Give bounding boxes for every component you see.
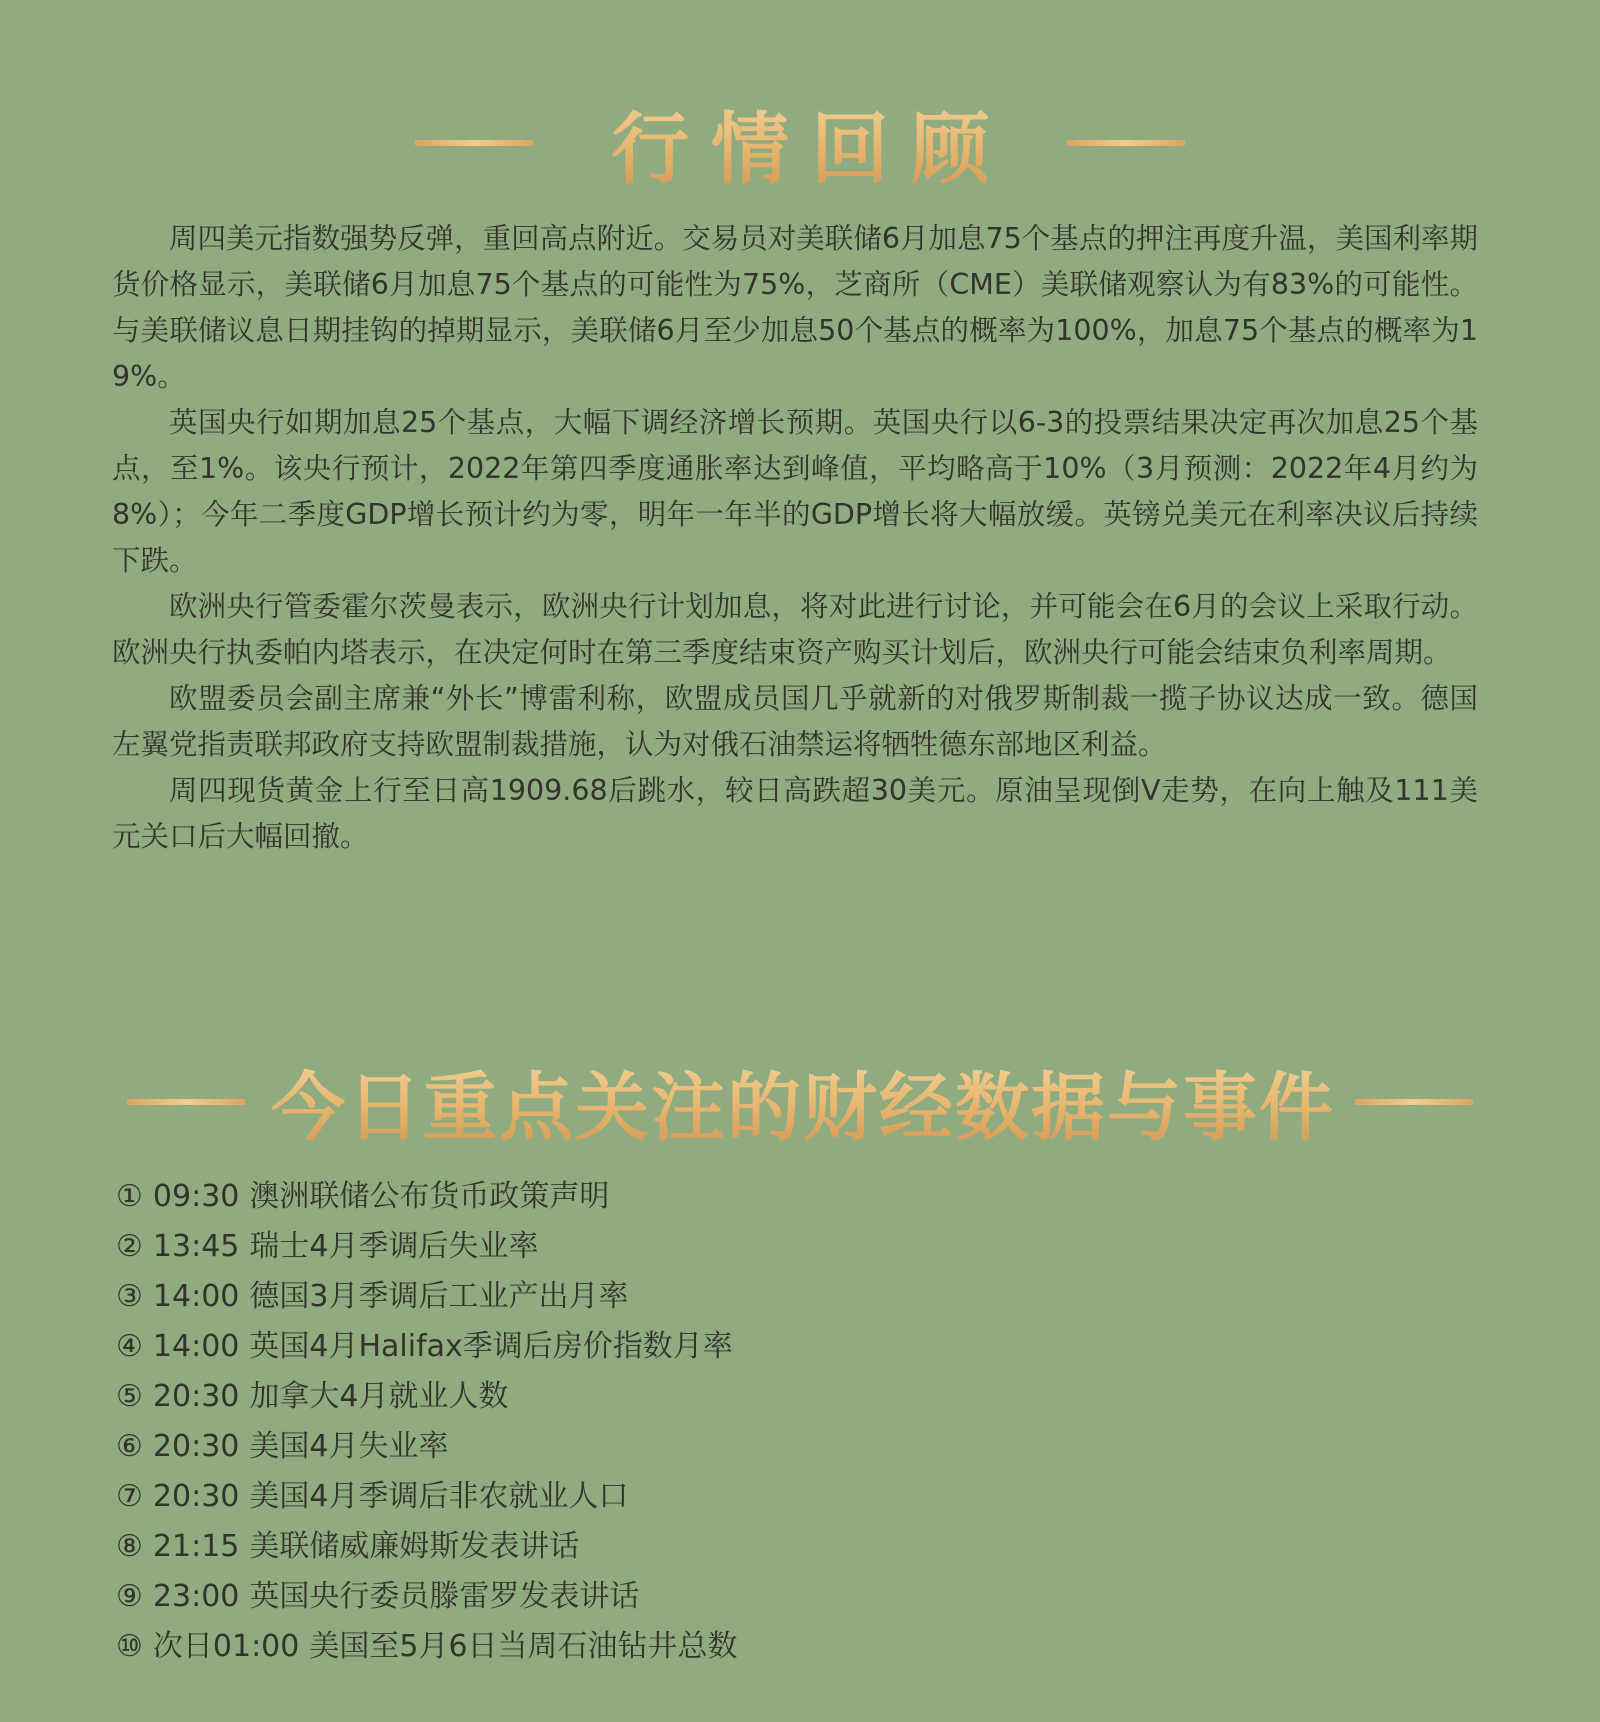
item-number: ③	[116, 1279, 143, 1314]
focus-events-heading	[0, 1052, 1600, 1152]
list-item	[116, 1622, 748, 1672]
review-paragraph: 周四现货黄金上行至日高1909.68后跳水，较日高跌超30美元。原油呈现倒V走势，在向上触及111美元关口后大幅回撤。	[112, 774, 1478, 853]
market-review-heading	[0, 88, 1600, 198]
item-time: 09:30	[152, 1179, 240, 1214]
item-time: 13:45	[152, 1229, 240, 1264]
list-item	[116, 1172, 748, 1222]
item-text: 英国央行委员滕雷罗发表讲话	[249, 1579, 640, 1614]
item-text: 澳洲联储公布货币政策声明	[249, 1179, 610, 1214]
item-text: 瑞士4月季调后失业率	[249, 1229, 539, 1264]
item-time: 23:00	[152, 1579, 240, 1614]
item-text: 美国4月季调后非农就业人口	[249, 1479, 629, 1514]
item-time: 20:30	[152, 1479, 240, 1514]
list-item	[116, 1372, 748, 1422]
item-number: ①	[116, 1179, 143, 1214]
item-time: 20:30	[152, 1429, 240, 1464]
market-review-title: 行情回顾	[611, 87, 1011, 199]
item-number: ⑧	[116, 1529, 143, 1564]
item-number: ②	[116, 1229, 143, 1264]
heading-right-line	[1355, 1099, 1473, 1105]
item-number: ⑥	[116, 1429, 143, 1464]
item-time: 20:30	[152, 1379, 240, 1414]
list-item	[116, 1322, 748, 1372]
item-text: 美联储威廉姆斯发表讲话	[249, 1529, 580, 1564]
item-number: ⑦	[116, 1479, 143, 1514]
heading-left-line	[127, 1099, 245, 1105]
market-review-body	[112, 216, 1478, 860]
item-text: 加拿大4月就业人数	[249, 1379, 509, 1414]
event-list	[116, 1172, 748, 1672]
review-paragraph: 周四美元指数强势反弹，重回高点附近。交易员对美联储6月加息75个基点的押注再度升温，美国利率期货价格显示，美联储6月加息75个基点的可能性为75%，芝商所（CME）美联储观察认为有83%的可能性。与美联储议息日期挂钩的掉期显示，美联储6月至少加息50个基点的概率为100%，加息75个基点的概率为19%。	[112, 222, 1478, 393]
heading-left-line	[415, 140, 533, 146]
focus-events-title: 今日重点关注的财经数据与事件	[271, 1049, 1335, 1155]
list-item	[116, 1472, 748, 1522]
item-time: 14:00	[152, 1279, 240, 1314]
item-text: 美国4月失业率	[249, 1429, 449, 1464]
list-item	[116, 1522, 748, 1572]
list-item	[116, 1572, 748, 1622]
item-time: 14:00	[152, 1329, 240, 1364]
item-text: 英国4月Halifax季调后房价指数月率	[249, 1329, 733, 1364]
item-time: 21:15	[152, 1529, 240, 1564]
review-paragraph: 欧盟委员会副主席兼“外长”博雷利称，欧盟成员国几乎就新的对俄罗斯制裁一揽子协议达成一致。德国左翼党指责联邦政府支持欧盟制裁措施，认为对俄石油禁运将牺牲德东部地区利益。	[112, 682, 1478, 761]
review-paragraph: 英国央行如期加息25个基点，大幅下调经济增长预期。英国央行以6-3的投票结果决定再次加息25个基点，至1%。该央行预计，2022年第四季度通胀率达到峰值，平均略高于10%（3月预测：2022年4月约为8%）；今年二季度GDP增长预计约为零，明年一年半的GDP增长将大幅放缓。英镑兑美元在利率决议后持续下跌。	[112, 406, 1478, 577]
item-text: 美国至5月6日当周石油钻井总数	[309, 1629, 738, 1664]
item-number: ④	[116, 1329, 143, 1364]
item-number: ⑨	[116, 1579, 143, 1614]
list-item	[116, 1272, 748, 1322]
item-number: ⑤	[116, 1379, 143, 1414]
review-paragraph: 欧洲央行管委霍尔茨曼表示，欧洲央行计划加息，将对此进行讨论，并可能会在6月的会议上采取行动。欧洲央行执委帕内塔表示，在决定何时在第三季度结束资产购买计划后，欧洲央行可能会结束负利率周期。	[112, 590, 1478, 669]
item-number: ⑩	[116, 1629, 143, 1664]
heading-right-line	[1067, 140, 1185, 146]
item-time: 次日01:00	[152, 1629, 300, 1664]
item-text: 德国3月季调后工业产出月率	[249, 1279, 629, 1314]
list-item	[116, 1222, 748, 1272]
list-item	[116, 1422, 748, 1472]
